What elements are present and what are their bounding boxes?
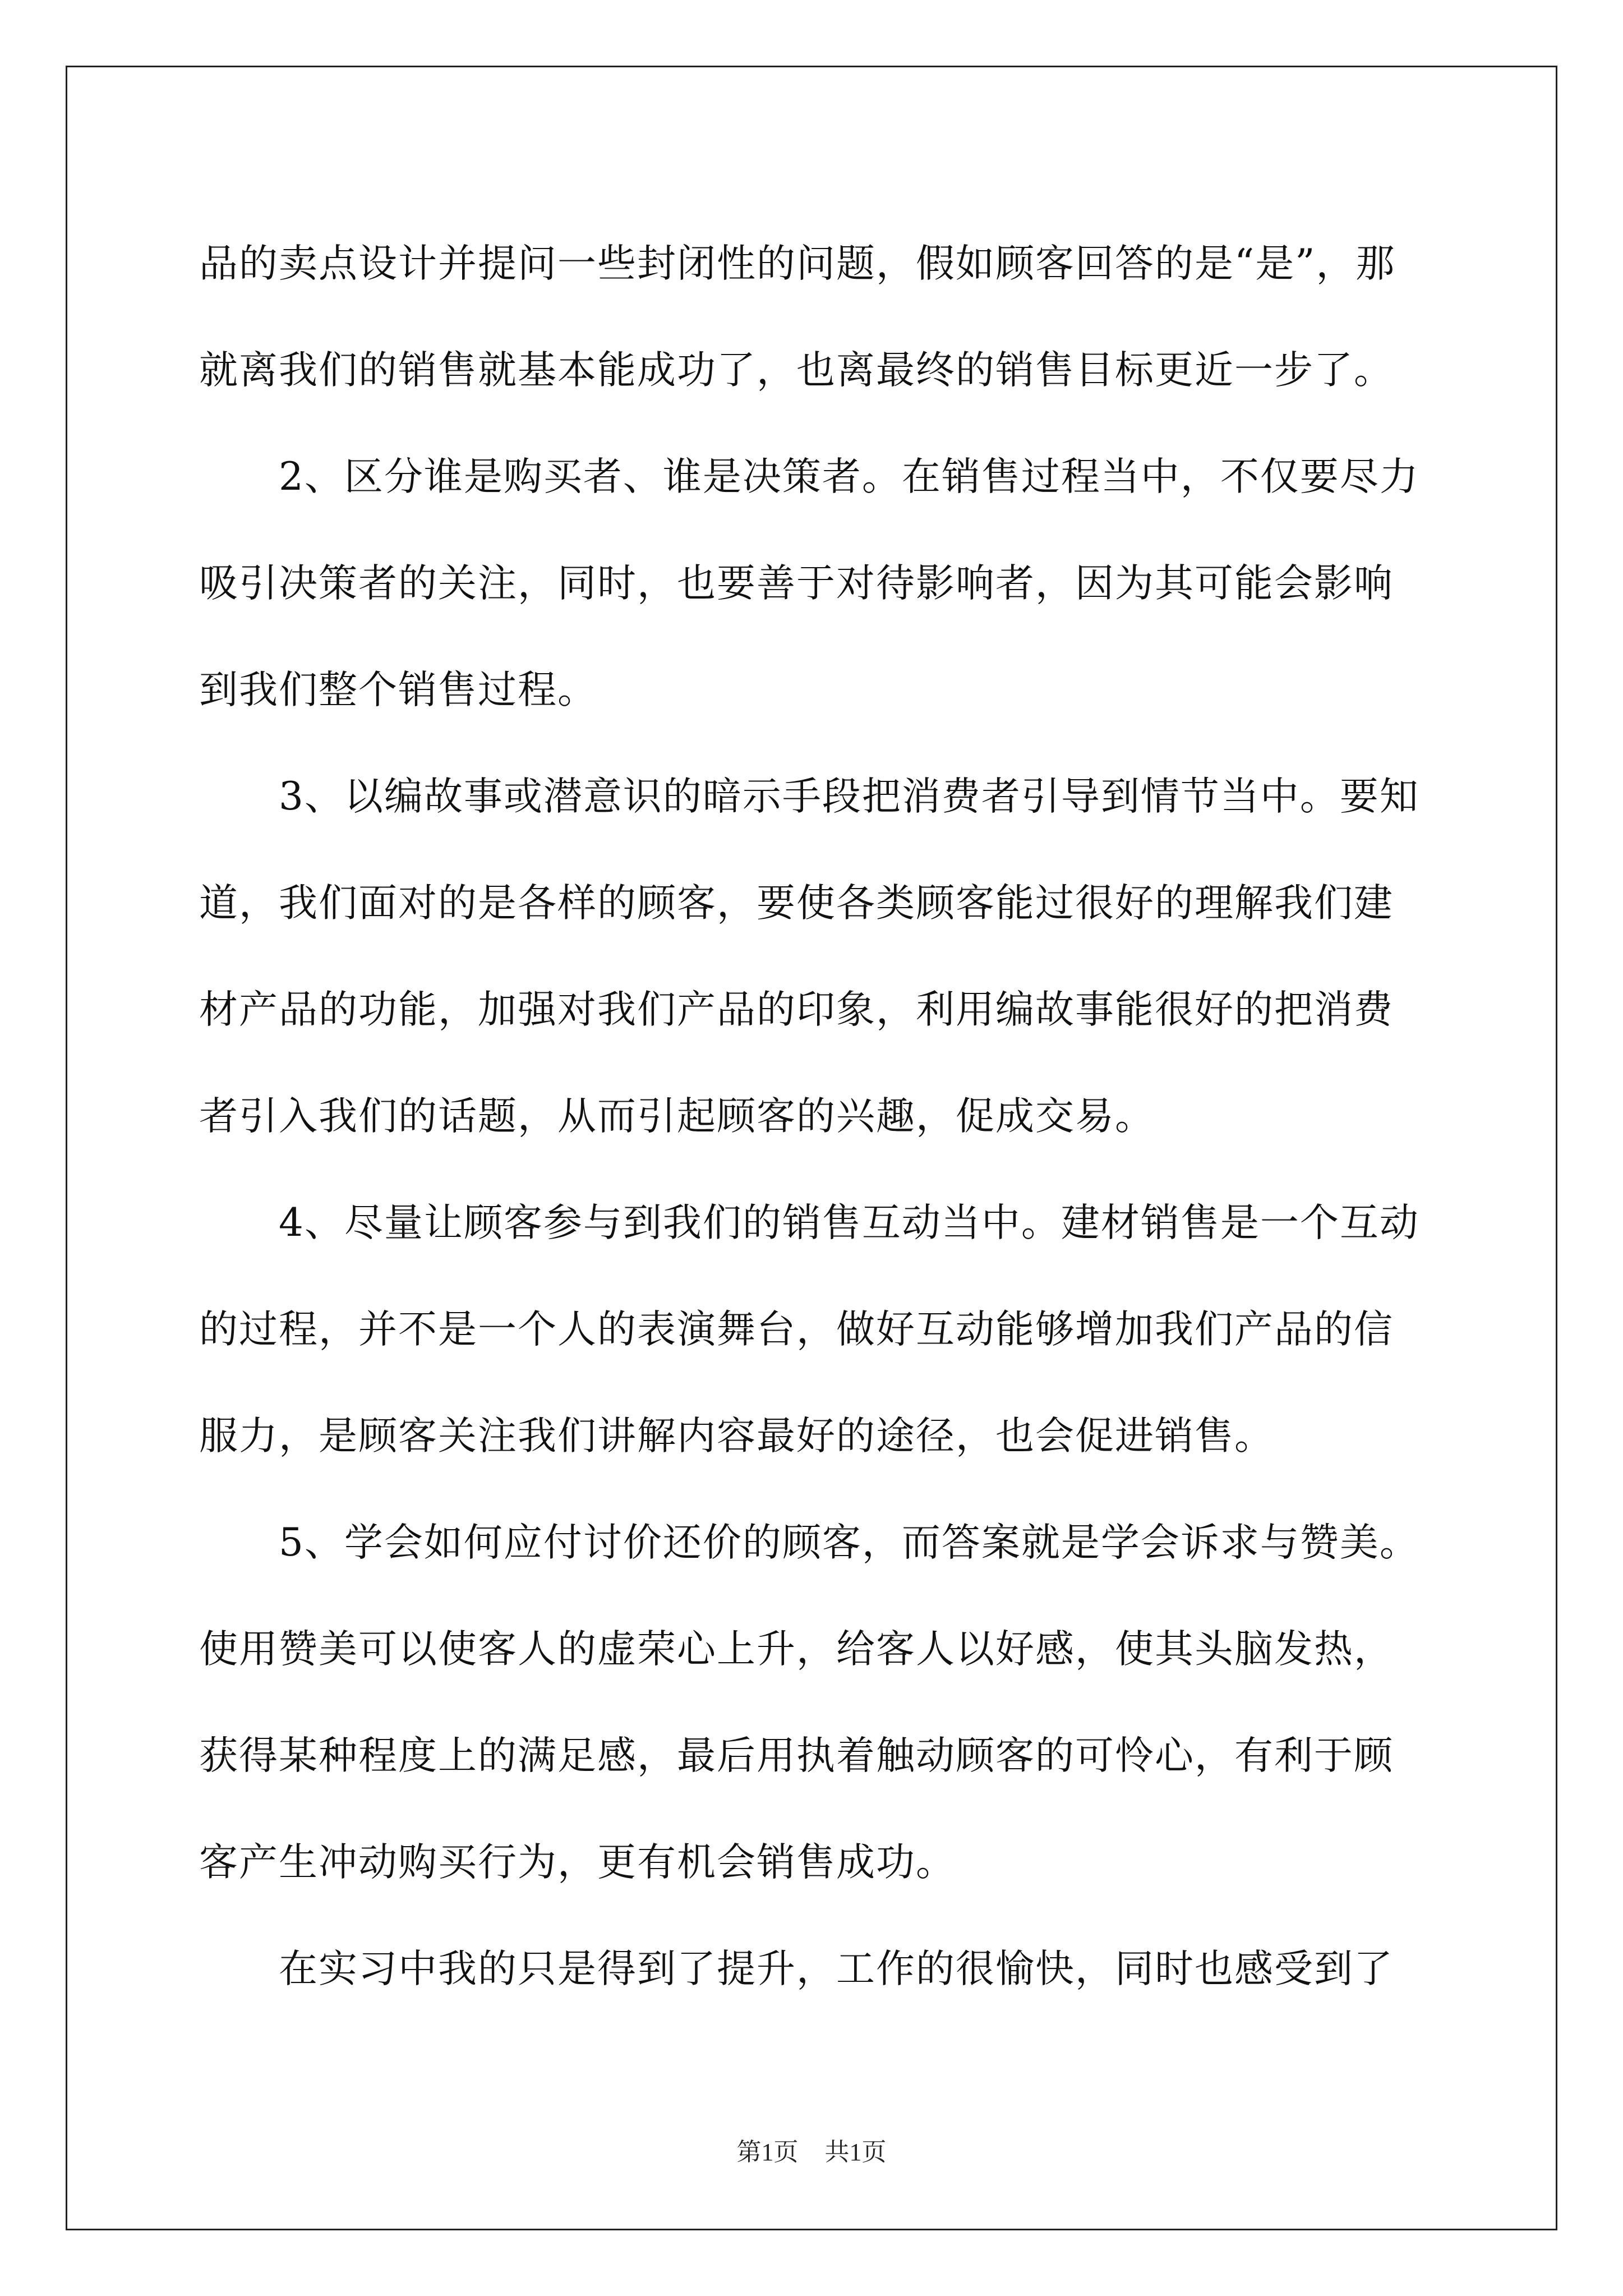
total-pages: 共1页: [824, 2138, 887, 2166]
text-line: 4、尽量让顾客参与到我们的销售互动当中。建材销售是一个互动: [279, 1200, 1419, 1245]
paragraph: [199, 1489, 1433, 1916]
page-footer: [0, 2132, 1623, 2168]
text-line: 到我们整个销售过程。: [199, 668, 597, 712]
paragraph: [199, 424, 1433, 743]
document-body: [199, 210, 1433, 2022]
text-line: 获得某种程度上的满足感，最后用执着触动顾客的可怜心，有利于顾: [199, 1733, 1394, 1778]
text-line: 5、学会如何应付讨价还价的顾客，而答案就是学会诉求与赞美。: [279, 1520, 1419, 1565]
text-line: 者引入我们的话题，从而引起顾客的兴趣，促成交易。: [199, 1094, 1155, 1139]
text-line: 道，我们面对的是各样的顾客，要使各类顾客能过很好的理解我们建: [199, 881, 1394, 926]
paragraph: [199, 743, 1433, 1170]
text-line: 3、以编故事或潜意识的暗示手段把消费者引导到情节当中。要知: [279, 774, 1419, 819]
text-line: 就离我们的销售就基本能成功了，也离最终的销售目标更近一步了。: [199, 348, 1394, 393]
text-line: 服力，是顾客关注我们讲解内容最好的途径，也会促进销售。: [199, 1414, 1274, 1458]
text-line: 品的卖点设计并提问一些封闭性的问题，假如顾客回答的是“是”，那: [199, 241, 1396, 286]
paragraph: [199, 210, 1433, 424]
page-number: 第1页: [736, 2138, 799, 2166]
text-line: 使用赞美可以使客人的虚荣心上升，给客人以好感，使其头脑发热，: [199, 1627, 1394, 1672]
text-line: 的过程，并不是一个人的表演舞台，做好互动能够增加我们产品的信: [199, 1307, 1394, 1352]
text-line: 材产品的功能，加强对我们产品的印象，利用编故事能很好的把消费: [199, 987, 1394, 1032]
paragraph: [199, 1170, 1433, 1489]
text-line: 2、区分谁是购买者、谁是决策者。在销售过程当中，不仅要尽力: [279, 454, 1419, 499]
text-line: 在实习中我的只是得到了提升，工作的很愉快，同时也感受到了: [279, 1947, 1394, 1991]
paragraph: [199, 1916, 1433, 2022]
text-line: 客产生冲动购买行为，更有机会销售成功。: [199, 1840, 956, 1885]
text-line: 吸引决策者的关注，同时，也要善于对待影响者，因为其可能会影响: [199, 561, 1394, 606]
